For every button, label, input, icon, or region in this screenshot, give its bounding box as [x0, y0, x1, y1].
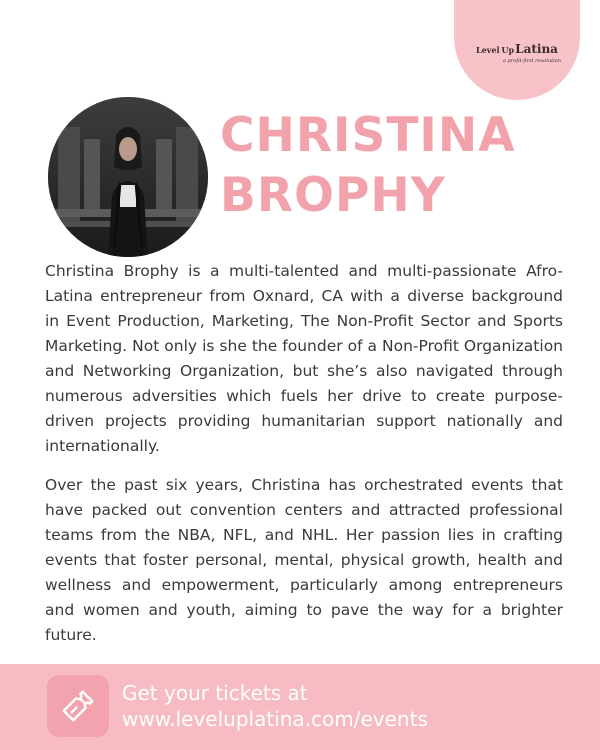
logo-latina-text: Latina	[515, 42, 558, 56]
cta-link[interactable]: www.leveluplatina.com/events	[122, 707, 428, 731]
ticket-banner[interactable]	[0, 664, 600, 750]
ticket-icon	[59, 687, 97, 725]
cta-line-1: Get your tickets at	[122, 681, 308, 705]
logo-up-text: Up	[501, 45, 515, 55]
profile-photo	[48, 97, 208, 257]
logo-wordmark	[476, 42, 558, 56]
portrait-illustration	[48, 97, 208, 257]
ticket-badge	[47, 675, 109, 737]
brand-logo[interactable]	[454, 0, 580, 100]
speaker-name	[220, 106, 516, 226]
name-line-2: BROPHY	[220, 168, 446, 223]
bio-paragraph-1: Christina Brophy is a multi-talented and multi-passionate Afro-Latina entrepreneur from Oxnard, CA with a diverse background in Event Production, Marketing, The Non-Profit Sector and Sports Marketing. Not only is she the founder of a Non-Profit Organization and Networking Organization, but she’s also navigated through numerous adversities which fuels her drive to create purpose-driven projects providing humanitarian support nationally and internationally.	[45, 262, 563, 455]
ticket-cta-text[interactable]	[122, 680, 428, 732]
logo-tagline: a profit-first revolution	[503, 58, 561, 64]
logo-level-text: Level	[476, 45, 500, 55]
name-line-1: CHRISTINA	[220, 108, 516, 163]
bio-paragraph-2: Over the past six years, Christina has orchestrated events that have packed out convention centers and attracted professional teams from the NBA, NFL, and NHL. Her passion lies in crafting events that foster personal, mental, physical growth, health and wellness and empowerment, particularly among entrepreneurs and women and youth, aiming to pave the way for a brighter future.	[45, 476, 563, 644]
